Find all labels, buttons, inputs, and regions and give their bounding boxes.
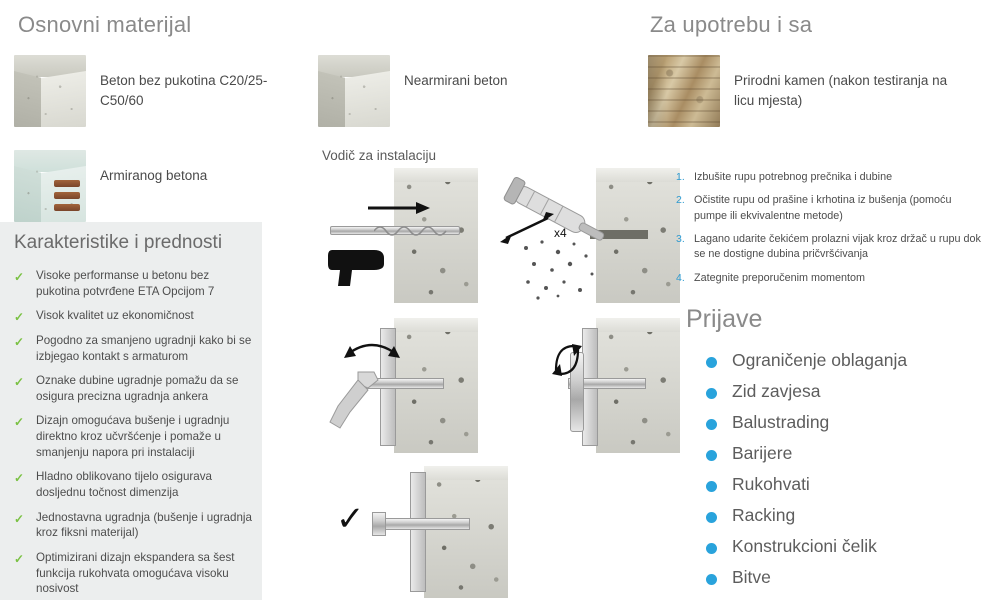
natural-stone-block-thumb — [648, 55, 720, 127]
step-number: 1. — [676, 171, 685, 183]
step-number: 4. — [676, 271, 685, 284]
check-icon: ✓ — [14, 310, 25, 325]
list-item — [700, 536, 907, 557]
wrench-icon — [324, 366, 386, 436]
installation-steps-list — [676, 170, 982, 294]
list-item — [14, 469, 252, 500]
features-list — [14, 268, 252, 606]
feature-text: Visoke performanse u betonu bez pukotina potvrđene ETA Opcijom 7 — [36, 269, 215, 298]
list-item — [14, 308, 252, 324]
features-panel — [0, 222, 262, 600]
step-text: Izbušite rupu potrebnog prečnika i dubine — [694, 171, 893, 183]
feature-text: Pogodno za smanjeno ugradnji kako bi se izbjegao kontakt s armaturom — [36, 333, 252, 363]
arrow-rotate-icon — [550, 340, 584, 380]
rebar-icon — [54, 192, 80, 199]
rebar-icon — [54, 204, 80, 211]
list-item — [700, 505, 907, 526]
list-item — [676, 271, 982, 286]
list-item — [700, 567, 907, 588]
feature-text: Hladno oblikovano tijelo osigurava dosljednu točnost dimenzija — [36, 470, 212, 500]
feature-text: Dizajn omogućava bušenje i ugradnju direktno kroz učvršćenje i pomaže u smanjenju napora pri instalaciji — [36, 414, 230, 459]
finished-installation-illustration — [322, 466, 508, 598]
list-item — [700, 443, 907, 464]
application-text: Racking — [732, 505, 796, 525]
applications-list — [700, 350, 907, 598]
list-item — [700, 381, 907, 402]
application-text: Balustrading — [732, 412, 830, 432]
page-title-for-use-with: Za upotrebu i sa — [650, 12, 813, 37]
feature-text: Oznake dubine ugradnje pomažu da se osigura precizna ugradnja ankera — [36, 374, 239, 403]
list-item — [676, 193, 982, 224]
concrete-block-thumb — [14, 55, 86, 127]
tighten-torque-illustration — [494, 318, 680, 453]
application-text: Bitve — [732, 567, 771, 587]
list-item — [14, 268, 252, 299]
hammer-anchor-illustration — [322, 318, 478, 453]
list-item — [700, 350, 907, 371]
arrow-swing-icon — [344, 336, 400, 360]
check-icon: ✓ — [14, 471, 25, 486]
list-item — [14, 550, 252, 597]
material-label: Prirodni kamen (nakon testiranja na licu mjesta) — [734, 73, 948, 108]
installation-guide-title: Vodič za instalaciju — [322, 148, 437, 163]
step-text: Očistite rupu od prašine i krhotina iz bušenja (pomoću pumpe ili ekvivalentne metode) — [694, 194, 952, 222]
list-item — [14, 413, 252, 460]
step-text: Zategnite preporučenim momentom — [694, 271, 866, 284]
drill-bit-flutes-icon — [374, 222, 460, 240]
feature-text: Jednostavna ugradnja (bušenje i ugradnja kroz fiksni materijal) — [36, 510, 252, 540]
application-text: Konstrukcioni čelik — [732, 536, 877, 556]
bullet-icon — [706, 481, 717, 492]
arrow-right-icon — [368, 200, 430, 216]
check-icon: ✓ — [14, 334, 25, 349]
application-text: Rukohvati — [732, 474, 810, 494]
applications-title: Prijave — [686, 305, 763, 333]
bullet-icon — [706, 388, 717, 399]
drill-hole-illustration — [322, 168, 478, 303]
rebar-icon — [54, 180, 80, 187]
drill-machine-icon — [328, 244, 392, 288]
check-icon: ✓ — [14, 375, 25, 390]
application-text: Barijere — [732, 443, 793, 463]
blow-out-dust-illustration — [494, 168, 680, 303]
bullet-icon — [706, 574, 717, 585]
step-text: Lagano udarite čekićem prolazni vijak kroz držač u rupu dok se ne dostigne dubina pričvršćivanja — [694, 232, 981, 261]
check-icon: ✓ — [14, 511, 25, 526]
list-item — [700, 412, 907, 433]
list-item — [700, 474, 907, 495]
check-icon: ✓ — [14, 415, 25, 430]
material-label: Nearmirani beton — [404, 73, 508, 88]
step-number: 3. — [676, 232, 685, 245]
application-text: Ograničenje oblaganja — [732, 350, 908, 370]
material-item-reinforced-concrete — [14, 150, 207, 222]
material-label: Armiranog betona — [100, 168, 208, 183]
bullet-icon — [706, 512, 717, 523]
plain-concrete-block-thumb — [318, 55, 390, 127]
dust-particles-icon — [518, 238, 602, 300]
material-item-concrete — [14, 55, 275, 127]
list-item — [14, 333, 252, 364]
repeat-count-label: x4 — [554, 226, 567, 240]
bullet-icon — [706, 543, 717, 554]
bullet-icon — [706, 419, 717, 430]
material-label: Beton bez pukotina C20/25-C50/60 — [100, 73, 268, 108]
checkmark-icon: ✓ — [336, 500, 365, 538]
bullet-icon — [706, 450, 717, 461]
feature-text: Visok kvalitet uz ekonomičnost — [36, 309, 194, 323]
check-icon: ✓ — [14, 270, 25, 284]
list-item — [676, 232, 982, 263]
list-item — [14, 373, 252, 404]
page-title-base-material: Osnovni materijal — [18, 12, 192, 37]
material-item-natural-stone — [648, 55, 949, 127]
list-item — [14, 510, 252, 541]
check-icon: ✓ — [14, 551, 25, 566]
list-item — [676, 170, 982, 185]
material-item-plain-concrete — [318, 55, 508, 127]
feature-text: Optimizirani dizajn ekspandera sa šest funkcija rukohvata omogućava visoku nosivost — [36, 550, 235, 596]
bullet-icon — [706, 357, 717, 368]
features-title: Karakteristike i prednosti — [14, 232, 223, 253]
application-text: Zid zavjesa — [732, 381, 821, 401]
step-number: 2. — [676, 194, 685, 207]
reinforced-concrete-block-thumb — [14, 150, 86, 222]
